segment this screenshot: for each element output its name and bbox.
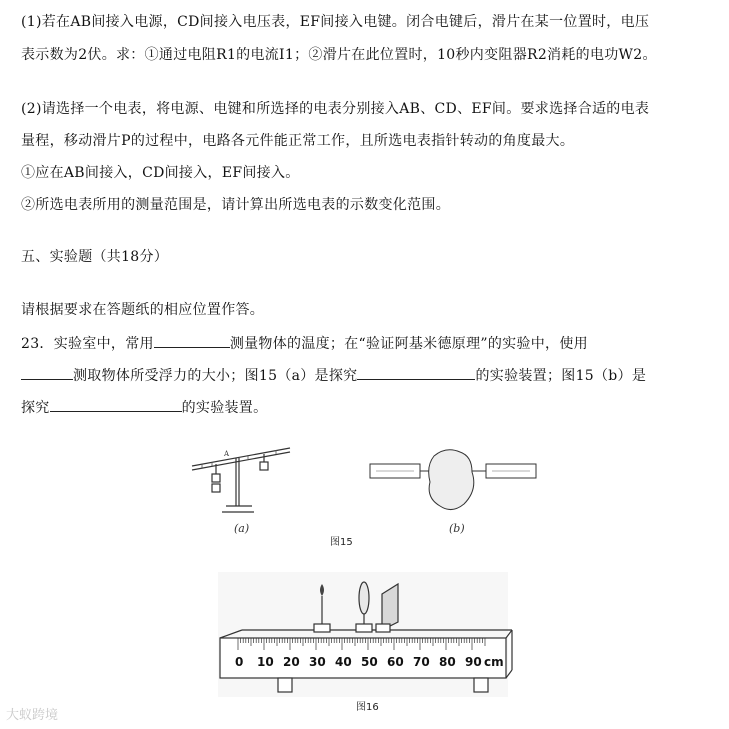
part2-line2: 量程，移动滑片P的过程中，电路各元件能正常工作，且所选电表指针转动的角度最大。 <box>21 133 575 149</box>
ruler-label: 60 <box>387 655 404 669</box>
q23-line2 <box>21 364 646 386</box>
ruler-unit: cm <box>484 655 504 669</box>
q23-text-c: 测取物体所受浮力的大小；图15（a）是探究 <box>73 368 358 384</box>
q23-text-e: 探究 <box>21 400 50 416</box>
part2-line3: ①应在AB间接入，CD间接入，EF间接入。 <box>21 165 300 181</box>
ruler-label: 0 <box>235 655 244 669</box>
q23-line3 <box>21 396 267 418</box>
q23-text-d: 的实验装置；图15（b）是 <box>475 368 647 384</box>
q23-text-f: 的实验装置。 <box>181 400 268 416</box>
figure-16-optical-bench <box>218 572 514 697</box>
figure-15b-spring-scales <box>368 446 538 520</box>
answer-blank-4[interactable] <box>50 396 182 412</box>
ruler-label: 30 <box>309 655 326 669</box>
part2-line1: (2)请选择一个电表，将电源、电键和所选择的电表分别接入AB、CD、EF间。要求选择合适的电表 <box>21 101 650 117</box>
ruler-label: 70 <box>413 655 430 669</box>
figure-15a-lever <box>188 440 298 522</box>
ruler-label: 40 <box>335 655 352 669</box>
section-instruction: 请根据要求在答题纸的相应位置作答。 <box>21 302 265 318</box>
ruler-label: 50 <box>361 655 378 669</box>
part2-line4: ②所选电表所用的测量范围是，请计算出所选电表的示数变化范围。 <box>21 197 450 213</box>
q23-text-a: 23．实验室中，常用 <box>21 336 154 352</box>
part1-line2: 表示数为2伏。求：①通过电阻R1的电流I1；②滑片在此位置时，10秒内变阻器R2消耗的电功W2。 <box>21 47 657 63</box>
ruler-label: 10 <box>257 655 274 669</box>
ruler-label: 20 <box>283 655 300 669</box>
q23-text-b: 测量物体的温度；在“验证阿基米德原理”的实验中，使用 <box>229 336 588 352</box>
figure-16-caption: 图16 <box>356 702 379 713</box>
figure-15b-label: (b) <box>449 522 465 535</box>
figure-15a-label: (a) <box>234 522 250 535</box>
ruler-label: 80 <box>439 655 456 669</box>
part1-line1: (1)若在AB间接入电源，CD间接入电压表，EF间接入电键。闭合电键后，滑片在某一位置时，电压 <box>21 14 650 30</box>
figure-15-caption: 图15 <box>330 537 353 548</box>
section-heading: 五、实验题（共18分） <box>21 249 169 265</box>
lever-mark: A <box>224 450 230 458</box>
watermark: 大蚁跨境 <box>6 708 59 723</box>
q23-line1 <box>21 332 588 354</box>
answer-blank-3[interactable] <box>357 364 475 380</box>
answer-blank-1[interactable] <box>154 332 230 348</box>
answer-blank-2[interactable] <box>21 364 73 380</box>
ruler-label: 90 <box>465 655 482 669</box>
